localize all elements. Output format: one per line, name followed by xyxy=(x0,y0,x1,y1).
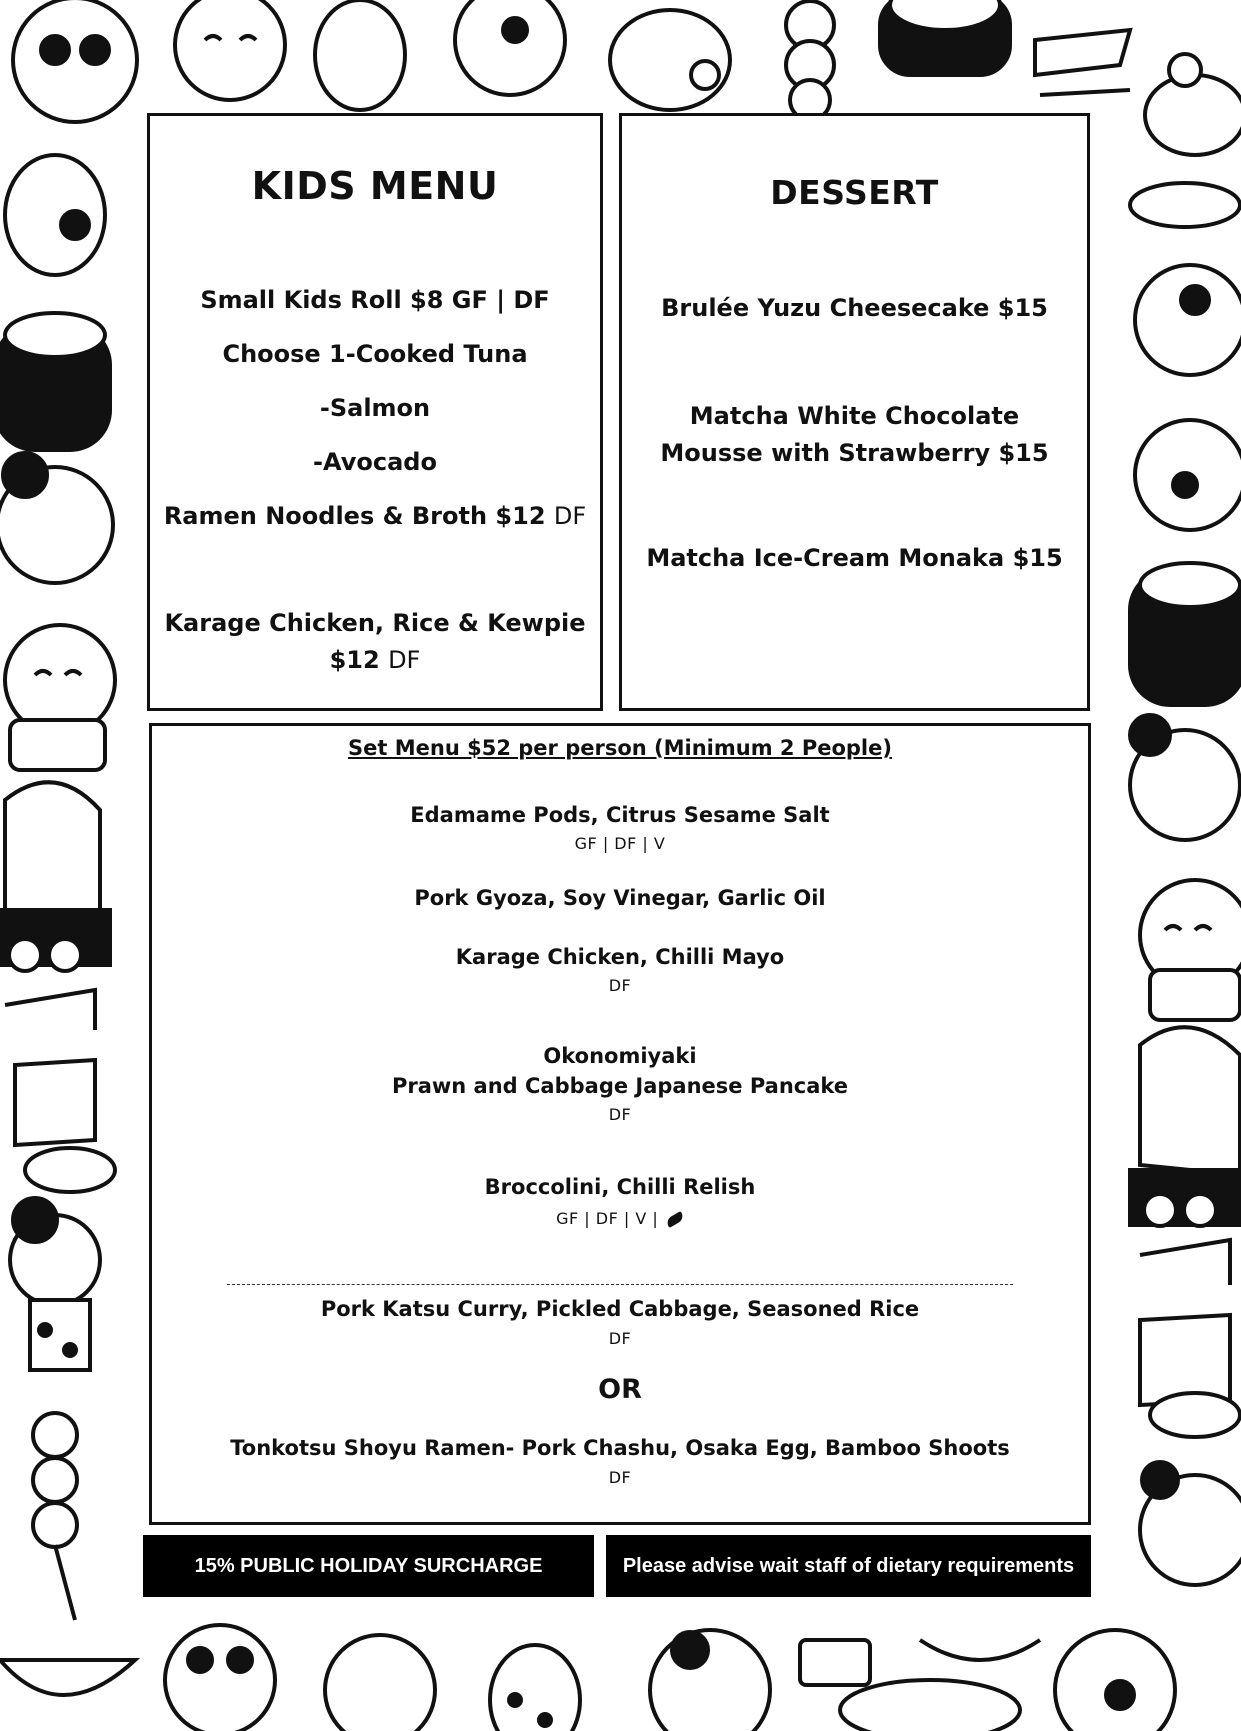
set-menu-okonomiyaki: Okonomiyaki xyxy=(543,1044,697,1068)
divider xyxy=(227,1284,1013,1285)
set-menu-or: OR xyxy=(598,1374,642,1405)
dessert-item: Matcha Ice-Cream Monaka $15 xyxy=(646,544,1063,572)
set-menu-broccolini-tag: GF | DF | V | xyxy=(556,1209,659,1228)
kids-karage-price: $12 xyxy=(329,646,380,674)
kids-karage-name: Karage Chicken, Rice & Kewpie xyxy=(164,609,586,637)
holiday-surcharge-banner: 15% PUBLIC HOLIDAY SURCHARGE xyxy=(143,1535,594,1597)
kids-item: Small Kids Roll $8 GF | DF xyxy=(200,286,550,314)
set-menu-karage-tag: DF xyxy=(608,976,632,995)
set-menu-broccolini: Broccolini, Chilli Relish xyxy=(484,1175,756,1199)
kids-item: Choose 1-Cooked Tuna xyxy=(222,340,528,368)
dessert-item: Brulée Yuzu Cheesecake $15 xyxy=(661,294,1048,322)
kids-menu-panel xyxy=(147,113,603,711)
dessert-item: Matcha White Chocolate xyxy=(689,402,1020,430)
kids-karage-tag: DF xyxy=(388,646,421,674)
set-menu-ramen-tag: DF xyxy=(608,1468,632,1487)
kids-menu-title: KIDS MENU xyxy=(251,164,499,208)
chili-icon xyxy=(665,1211,685,1228)
kids-item: -Avocado xyxy=(313,448,437,476)
set-menu-edamame-tag: GF | DF | V xyxy=(574,834,666,853)
dietary-notice-banner: Please advise wait staff of dietary requirements xyxy=(606,1535,1091,1597)
set-menu-okonomiyaki-desc: Prawn and Cabbage Japanese Pancake xyxy=(391,1074,849,1098)
set-menu-edamame: Edamame Pods, Citrus Sesame Salt xyxy=(410,803,830,827)
kids-item: -Salmon xyxy=(319,394,431,422)
set-menu-panel xyxy=(149,723,1091,1525)
set-menu-broccolini-tags xyxy=(152,1209,1088,1228)
set-menu-karage: Karage Chicken, Chilli Mayo xyxy=(455,945,785,969)
dessert-panel xyxy=(619,113,1090,711)
dessert-title: DESSERT xyxy=(770,173,939,212)
kids-ramen-name: Ramen Noodles & Broth $12 xyxy=(163,502,546,530)
set-menu-title: Set Menu $52 per person (Minimum 2 People) xyxy=(348,736,892,760)
set-menu-okonomiyaki-tag: DF xyxy=(608,1105,632,1124)
kids-item-karage xyxy=(150,605,600,679)
set-menu-katsu: Pork Katsu Curry, Pickled Cabbage, Seasoned Rice xyxy=(320,1297,920,1321)
set-menu-katsu-tag: DF xyxy=(608,1329,632,1348)
kids-ramen-tag: DF xyxy=(553,502,587,530)
set-menu-ramen: Tonkotsu Shoyu Ramen- Pork Chashu, Osaka Egg, Bamboo Shoots xyxy=(230,1436,1010,1460)
dessert-item: Mousse with Strawberry $15 xyxy=(660,439,1049,467)
set-menu-gyoza: Pork Gyoza, Soy Vinegar, Garlic Oil xyxy=(414,886,826,910)
kids-item-ramen xyxy=(150,498,600,535)
